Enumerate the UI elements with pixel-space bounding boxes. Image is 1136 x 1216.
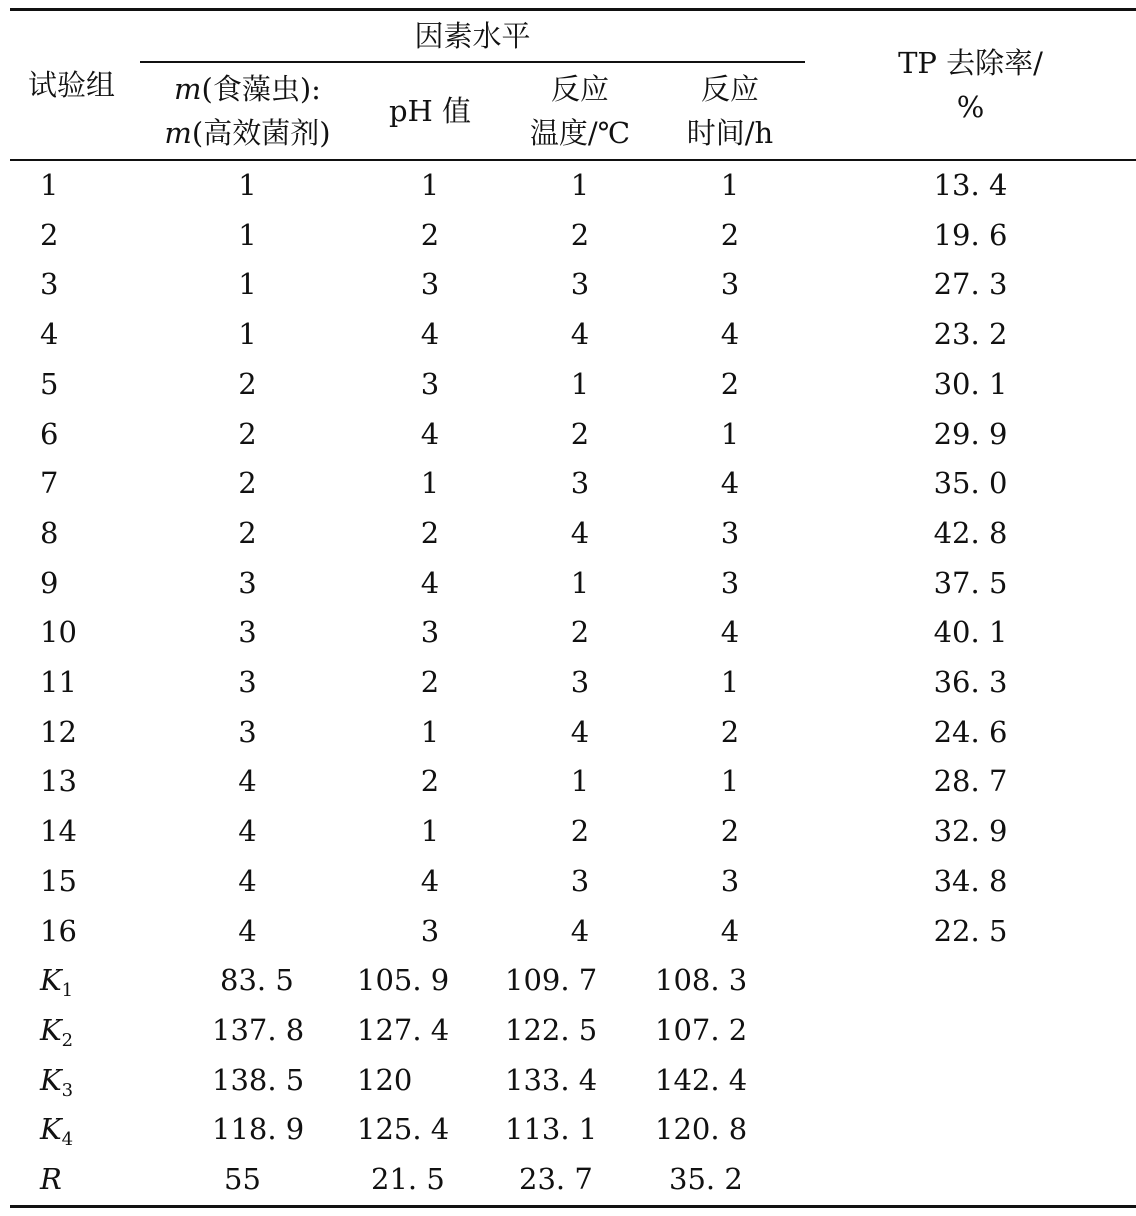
group-cell: 4 <box>40 317 59 352</box>
ph-cell: 3 <box>420 615 440 650</box>
stat-ph-cell: 21. 5 <box>355 1155 505 1206</box>
time-cell: 2 <box>720 714 740 749</box>
stat-row <box>10 956 1136 1006</box>
tp-removal-cell: 22. 5 <box>933 913 1008 948</box>
mass-ratio-line2: m(高效菌剂) <box>164 116 331 150</box>
stat-label: R <box>40 1162 62 1197</box>
mass-ratio-cell: 4 <box>238 913 257 948</box>
stat-label-subscript: 1 <box>61 980 74 1002</box>
group-cell: 9 <box>40 565 59 600</box>
orthogonal-test-table <box>10 8 1136 1208</box>
tp-removal-cell: 23. 2 <box>933 317 1008 352</box>
mass-ratio-line1-text: (食藻虫): <box>201 72 321 106</box>
factor-label: 因素水平 <box>414 19 531 53</box>
stat-time-cell: 35. 2 <box>655 1155 805 1206</box>
ph-cell: 2 <box>420 764 440 799</box>
table-row <box>10 907 1136 957</box>
group-cell: 7 <box>40 466 59 501</box>
mass-ratio-cell: 1 <box>238 168 257 202</box>
stat-ph-cell: 127. 4 <box>357 1012 450 1047</box>
stat-temperature-cell: 113. 1 <box>505 1112 598 1147</box>
ph-cell: 4 <box>420 863 440 898</box>
table-row <box>10 857 1136 907</box>
tp-removal-cell: 29. 9 <box>933 416 1008 451</box>
time-cell: 3 <box>720 267 740 302</box>
time-cell: 4 <box>720 615 740 650</box>
group-column-header <box>10 10 140 161</box>
stat-label: K <box>40 963 62 998</box>
tp-removal-cell: 40. 1 <box>933 615 1008 650</box>
temperature-cell: 3 <box>570 863 590 898</box>
mass-ratio-cell: 1 <box>238 267 257 302</box>
mass-ratio-cell: 3 <box>238 565 257 600</box>
stat-temperature-cell: 23. 7 <box>505 1155 655 1206</box>
temperature-cell: 3 <box>570 466 590 501</box>
stat-row <box>10 1006 1136 1056</box>
stat-empty-cell <box>805 1056 1136 1106</box>
group-label: 试验组 <box>28 68 116 102</box>
table-row <box>10 360 1136 410</box>
stat-temperature-cell: 109. 7 <box>505 963 598 998</box>
time-cell: 4 <box>720 913 740 948</box>
group-cell: 16 <box>40 913 77 948</box>
ph-cell: 4 <box>420 565 440 600</box>
group-cell: 14 <box>40 814 77 849</box>
tp-removal-cell: 24. 6 <box>933 714 1008 749</box>
time-line2: 时间/h <box>686 116 774 150</box>
temperature-cell: 4 <box>570 913 590 948</box>
ph-cell: 2 <box>420 665 440 700</box>
stat-empty-cell <box>805 1155 1136 1206</box>
time-cell: 2 <box>720 217 740 252</box>
table-row <box>10 260 1136 310</box>
tp-label-line1: TP 去除率/ <box>898 46 1043 80</box>
stat-empty-cell <box>805 956 1136 1006</box>
table-row <box>10 708 1136 758</box>
group-cell: 6 <box>40 416 59 451</box>
temperature-cell: 3 <box>570 665 590 700</box>
mass-ratio-cell: 2 <box>238 416 257 451</box>
stat-mass-ratio-cell: 137. 8 <box>212 1012 305 1047</box>
stat-label-subscript: 3 <box>61 1079 74 1101</box>
temperature-cell: 2 <box>570 416 590 451</box>
tp-removal-cell: 34. 8 <box>933 863 1008 898</box>
table-row <box>10 559 1136 609</box>
group-cell: 1 <box>40 168 59 202</box>
table-row <box>10 658 1136 708</box>
stat-temperature-cell: 122. 5 <box>505 1012 598 1047</box>
stat-label: K <box>40 1012 62 1047</box>
group-cell: 2 <box>40 217 59 252</box>
stat-empty-cell <box>805 1105 1136 1155</box>
ph-cell: 3 <box>420 267 440 302</box>
stat-label-cell <box>10 1155 140 1206</box>
ph-cell: 1 <box>420 714 440 749</box>
mass-ratio-cell: 4 <box>238 764 257 799</box>
stat-label: K <box>40 1062 62 1097</box>
ph-cell: 1 <box>420 466 440 501</box>
group-cell: 15 <box>40 863 77 898</box>
mass-ratio-cell: 2 <box>238 466 257 501</box>
stat-mass-ratio-cell: 118. 9 <box>212 1112 305 1147</box>
temperature-column-header <box>505 62 655 160</box>
stat-label-cell <box>10 1105 140 1155</box>
stat-label-cell <box>10 1056 140 1106</box>
tp-removal-header <box>805 10 1136 161</box>
mass-ratio-cell: 3 <box>238 714 257 749</box>
time-cell: 4 <box>720 466 740 501</box>
stat-label: K <box>40 1112 62 1147</box>
table-row <box>10 509 1136 559</box>
tp-label-line2: % <box>956 90 985 124</box>
ph-cell: 4 <box>420 317 440 352</box>
stat-temperature-cell: 133. 4 <box>505 1062 598 1097</box>
stat-time-cell: 108. 3 <box>655 963 748 998</box>
stat-row <box>10 1056 1136 1106</box>
mass-ratio-cell: 2 <box>238 515 257 550</box>
temperature-cell: 4 <box>570 714 590 749</box>
temperature-cell: 2 <box>570 814 590 849</box>
time-cell: 1 <box>720 416 740 451</box>
tp-removal-cell: 19. 6 <box>933 217 1008 252</box>
stat-time-cell: 142. 4 <box>655 1062 748 1097</box>
group-cell: 11 <box>40 665 77 700</box>
table-row <box>10 757 1136 807</box>
mass-ratio-cell: 1 <box>238 317 257 352</box>
table-body <box>10 160 1136 1206</box>
stat-mass-ratio-cell: 138. 5 <box>212 1062 305 1097</box>
stat-time-cell: 120. 8 <box>655 1112 748 1147</box>
tp-removal-cell: 27. 3 <box>933 267 1008 302</box>
ph-column-header <box>355 62 505 160</box>
table-row <box>10 211 1136 261</box>
stat-ph-cell: 125. 4 <box>357 1112 450 1147</box>
mass-ratio-line2-text: (高效菌剂) <box>191 116 331 150</box>
factor-level-header <box>140 10 805 63</box>
stat-label-subscript: 2 <box>61 1029 74 1051</box>
table-row <box>10 608 1136 658</box>
stat-empty-cell <box>805 1006 1136 1056</box>
time-cell: 3 <box>720 515 740 550</box>
group-cell: 8 <box>40 515 59 550</box>
group-cell: 13 <box>40 764 77 799</box>
table-header <box>10 10 1136 161</box>
time-cell: 1 <box>720 665 740 700</box>
group-cell: 5 <box>40 366 59 401</box>
table-row <box>10 807 1136 857</box>
mass-ratio-line1: m(食藻虫): <box>174 72 321 106</box>
ph-label: pH 值 <box>388 94 472 128</box>
stat-time-cell: 107. 2 <box>655 1012 748 1047</box>
tp-removal-cell: 30. 1 <box>933 366 1008 401</box>
temperature-cell: 3 <box>570 267 590 302</box>
temperature-cell: 1 <box>570 764 590 799</box>
table-row <box>10 459 1136 509</box>
time-cell: 1 <box>720 168 740 202</box>
temperature-cell: 2 <box>570 217 590 252</box>
temperature-cell: 4 <box>570 515 590 550</box>
time-cell: 2 <box>720 366 740 401</box>
time-column-header <box>655 62 805 160</box>
ph-cell: 2 <box>420 217 440 252</box>
temperature-cell: 1 <box>570 565 590 600</box>
mass-ratio-cell: 1 <box>238 217 257 252</box>
temperature-cell: 1 <box>570 366 590 401</box>
tp-removal-cell: 42. 8 <box>933 515 1008 550</box>
group-cell: 10 <box>40 615 77 650</box>
stat-mass-ratio-cell: 83. 5 <box>220 963 294 998</box>
ph-cell: 4 <box>420 416 440 451</box>
temperature-line2: 温度/℃ <box>529 116 631 150</box>
time-cell: 2 <box>720 814 740 849</box>
tp-removal-cell: 13. 4 <box>933 168 1008 202</box>
ph-cell: 1 <box>420 168 440 202</box>
tp-removal-cell: 32. 9 <box>933 814 1008 849</box>
mass-ratio-column-header <box>140 62 355 160</box>
stat-label-cell <box>10 1006 140 1056</box>
group-cell: 3 <box>40 267 59 302</box>
ph-cell: 3 <box>420 366 440 401</box>
stat-ph-cell: 120 <box>357 1062 413 1097</box>
table-row <box>10 310 1136 360</box>
time-cell: 3 <box>720 863 740 898</box>
ph-cell: 3 <box>420 913 440 948</box>
tp-removal-cell: 36. 3 <box>933 665 1008 700</box>
group-cell: 12 <box>40 714 77 749</box>
table-row <box>10 410 1136 460</box>
stat-label-subscript: 4 <box>61 1129 74 1151</box>
stat-row <box>10 1155 1136 1206</box>
tp-removal-cell: 28. 7 <box>933 764 1008 799</box>
time-line1: 反应 <box>701 72 760 106</box>
stat-row <box>10 1105 1136 1155</box>
stat-mass-ratio-cell: 55 <box>140 1155 355 1206</box>
mass-ratio-cell: 3 <box>238 665 257 700</box>
temperature-cell: 2 <box>570 615 590 650</box>
time-cell: 3 <box>720 565 740 600</box>
mass-ratio-cell: 3 <box>238 615 257 650</box>
mass-ratio-cell: 4 <box>238 814 257 849</box>
temperature-cell: 4 <box>570 317 590 352</box>
table-row <box>10 160 1136 211</box>
stat-ph-cell: 105. 9 <box>357 963 450 998</box>
temperature-line1: 反应 <box>550 72 609 106</box>
temperature-cell: 1 <box>570 168 590 202</box>
tp-removal-cell: 37. 5 <box>933 565 1008 600</box>
stat-label-cell <box>10 956 140 1006</box>
mass-ratio-cell: 2 <box>238 366 257 401</box>
time-cell: 1 <box>720 764 740 799</box>
tp-removal-cell: 35. 0 <box>933 466 1008 501</box>
time-cell: 4 <box>720 317 740 352</box>
mass-ratio-cell: 4 <box>238 863 257 898</box>
ph-cell: 1 <box>420 814 440 849</box>
ph-cell: 2 <box>420 515 440 550</box>
